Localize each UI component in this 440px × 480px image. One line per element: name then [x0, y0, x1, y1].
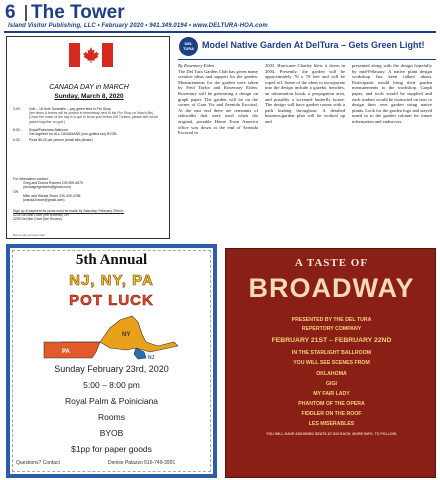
broadway-show: OKLAHOMA: [316, 371, 347, 377]
canada-contacts: For information contact: Greg and Donna Roberts 239-599-4570 (donnagregroberts@gmail.com) OR Mike and Wanda Shore 239-349-4788 (wanda2shore@gmail.com): [13, 177, 83, 203]
broadway-dates: FEBRUARY 21ST – FEBRUARY 22ND: [271, 337, 392, 344]
states-map-icon: [40, 312, 183, 360]
masthead: [4, 2, 436, 32]
article-column-3: presented along with the design hopefully by mid-February. A native plant design workshop has been talked about. Participants would bring their garden measurements to the workshop. Graph paper, and tools would be supplied and each student would be instructed on how to design their own garden using native plants. Look for the garden logo and stayed tuned in to the garden column for future information and endeavors.: [352, 63, 432, 124]
article-column-2: 2003. Hurricane Charley blew it down in 2004. Presently, the garden will be approximately 70 x 70 feet and will be roped off. Some of the ideas to incorporate into the design include a gazebo, benches, an information kiosk, a propagation area, and possibly a screened butterfly house. The design will have garden rooms with a path leading throughout. A detailed business/garden plan will be worked up and: [265, 63, 345, 124]
article-columns: [178, 63, 436, 136]
canada-date: Sunday, March 8, 2020: [54, 93, 124, 100]
potluck-questions: Questions? Contact: [16, 460, 60, 466]
broadway-show: LES MISERABLES: [308, 421, 355, 427]
article-rule: [178, 59, 436, 60]
schedule-item: 6:00 - Royal/Poinciana Ballroom Get-together for ALL CANADIANS (non-golfers too) BYOB: [13, 127, 117, 137]
canada-footnote: Bonus with personal cash: [13, 233, 45, 237]
potluck-title: POT LUCK: [69, 292, 154, 309]
map-label-pa: PA: [62, 349, 70, 355]
canada-signup: Sign up & payment for pizza must be made by Saturday, February 29th in: 2225 Del Mar Drive (the Roberts) OR 2209 Del Mar Drive (the Shores): [13, 209, 125, 222]
potluck-venue-rooms: Rooms: [98, 412, 125, 422]
article-column-1: By Rosemary Eiden The Del Tura Garden Club has given many creative ideas and support for the garden. Measurements for the garden were taken by Fred Taylor and Rosemary Eiden. Rosemary will be generating a design on graph paper. The garden will be on the corner of Gran Via and Avenida Escorial. At the east end there are remnants of sidewalks that were used when the original, portable Home Town America office was down at the end of Avenida Escorial in: [178, 63, 258, 136]
page-number: 6: [5, 2, 16, 23]
masthead-subtitle: Island Visitor Publishing, LLC • February 2020 • 941.349.0194 • www.DELTURA-HOA.com: [8, 23, 268, 29]
schedule-item: 6:30 - Pizza $6.00 per person (small bills please): [13, 138, 93, 143]
broadway-title: BROADWAY: [248, 273, 415, 303]
article-byline: By Rosemary Eiden: [178, 63, 215, 68]
broadway-company: REPERTORY COMPANY: [301, 326, 362, 332]
broadway-venue: IN THE STARLIGHT BALLROOM: [291, 350, 372, 356]
broadway-footnote: YOU WILL HAVE ASSIGNED SEATS AT $10 EACH. MORE INFO. TO FOLLOW.: [266, 432, 397, 436]
potluck-contact: Denise Palazzo 516-749-3991: [108, 460, 176, 466]
masthead-divider: [25, 5, 27, 21]
broadway-flyer: [225, 248, 436, 478]
broadway-show: GIGI: [326, 381, 337, 387]
potluck-cost: $1pp for paper goods: [71, 444, 152, 454]
map-label-ny: NY: [122, 332, 131, 338]
newsletter-title: The Tower: [31, 2, 125, 23]
potluck-time: 5:00 – 8:00 pm: [83, 380, 140, 390]
potluck-states: NJ, NY, PA: [69, 272, 154, 289]
broadway-taste: A TASTE OF: [294, 257, 369, 269]
potluck-flyer: [6, 244, 217, 478]
del-tura-logo-icon: DEL TURA: [179, 37, 198, 56]
garden-article: [178, 36, 436, 236]
article-headline: Model Native Garden At DelTura – Gets Green Light!: [202, 40, 425, 50]
masthead-rule: [4, 31, 436, 33]
schedule-item: 2:00 - Golf – 18 Hole Scramble – pay green fees in Pro Shop (tee times & teams will be posted in breezeway next to the Pro Shop on March 6th) (Once the roster of the day is to get to know your fellow Del Turians, please still not be paired together on golf.): [13, 107, 159, 124]
broadway-show: MY FAIR LADY: [313, 391, 350, 397]
canada-day-notice: [6, 36, 170, 239]
potluck-annual: 5th Annual: [75, 252, 148, 268]
canada-flag-icon: [69, 43, 113, 67]
potluck-date: Sunday February 23rd, 2020: [54, 364, 169, 374]
potluck-byob: BYOB: [99, 428, 124, 438]
broadway-show: PHANTOM OF THE OPERA: [298, 401, 365, 407]
broadway-scenes-intro: YOU WILL SEE SCENES FROM: [293, 360, 370, 366]
potluck-venue: Royal Palm & Poiniciana: [64, 396, 159, 406]
map-label-nj: NJ: [148, 355, 155, 360]
broadway-show: FIDDLER ON THE ROOF: [301, 411, 362, 417]
broadway-presented: PRESENTED BY THE DEL TURA: [291, 317, 372, 323]
canada-title: CANADA DAY in MARCH: [49, 84, 129, 91]
canada-schedule: [13, 107, 165, 144]
